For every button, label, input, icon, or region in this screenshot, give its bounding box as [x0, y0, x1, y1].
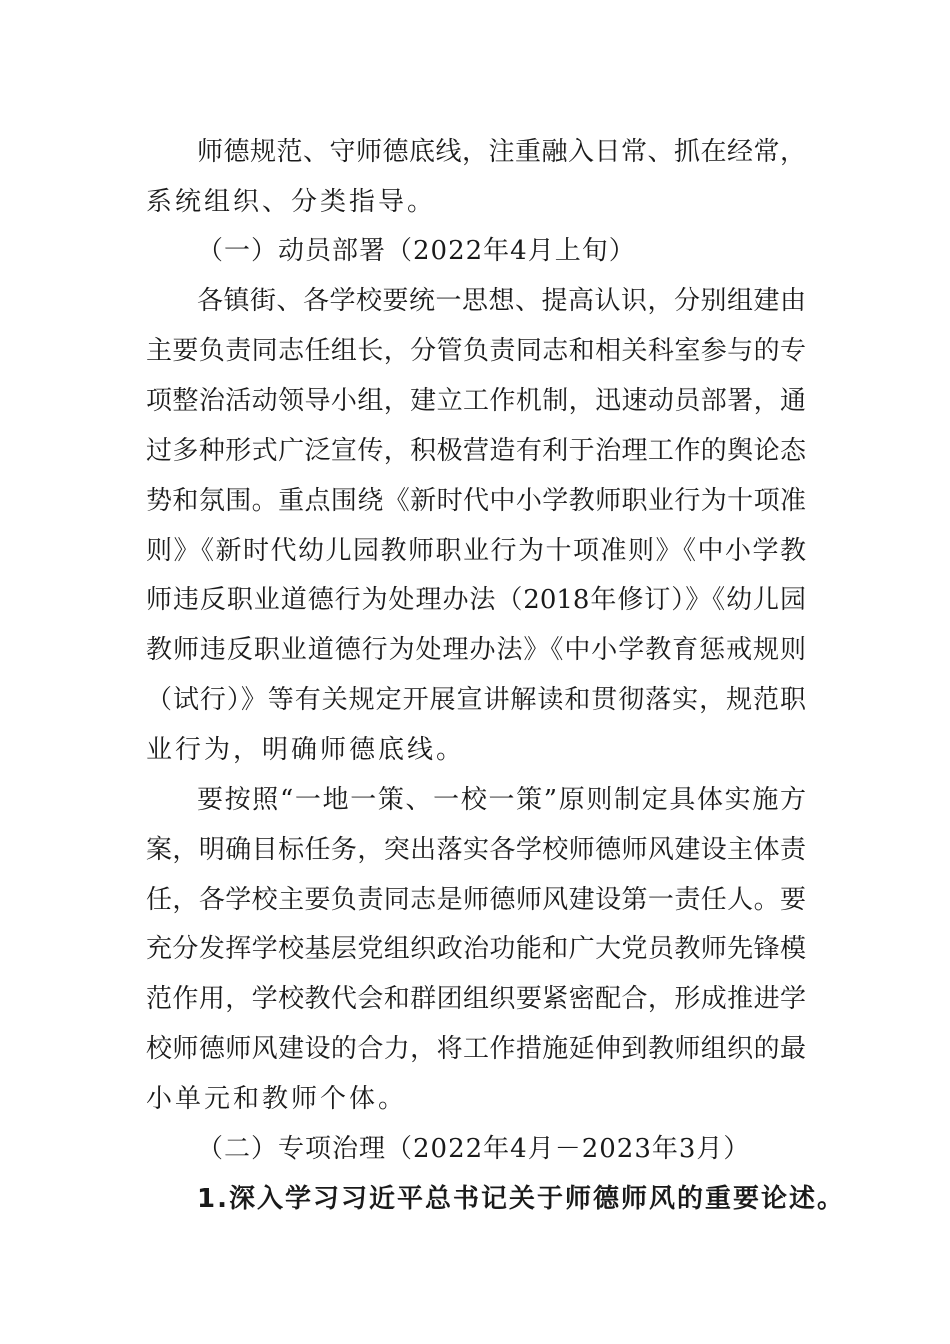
paragraph-line: 案，明确目标任务，突出落实各学校师德师风建设主体责 [146, 835, 806, 865]
paragraph-line: 各镇街、各学校要统一思想、提高认识，分别组建由 [197, 286, 806, 316]
paragraph-line: 业行为，明确师德底线。 [146, 735, 466, 765]
paragraph-line: 教师违反职业道德行为处理办法》《中小学教育惩戒规则 [146, 635, 806, 665]
paragraph-line: 任，各学校主要负责同志是师德师风建设第一责任人。要 [146, 885, 806, 915]
bold-subheading: 1.深入学习习近平总书记关于师德师风的重要论述。 [197, 1184, 845, 1214]
paragraph-line: 势和氛围。重点围绕《新时代中小学教师职业行为十项准 [146, 486, 806, 516]
section-heading: （一）动员部署（2022年4月上旬） [197, 236, 636, 266]
paragraph-line: 要按照“一地一策、一校一策”原则制定具体实施方 [197, 785, 806, 815]
paragraph-line: 师违反职业道德行为处理办法（2018年修订）》《幼儿园 [146, 585, 806, 615]
paragraph-line: 校师德师风建设的合力，将工作措施延伸到教师组织的最 [146, 1034, 806, 1064]
paragraph-line: 范作用，学校教代会和群团组织要紧密配合，形成推进学 [146, 984, 806, 1014]
paragraph-line: 小单元和教师个体。 [146, 1084, 408, 1114]
paragraph-line: 则》《新时代幼儿园教师职业行为十项准则》《中小学教 [146, 536, 806, 566]
paragraph-line: 项整治活动领导小组，建立工作机制，迅速动员部署，通 [146, 386, 806, 416]
paragraph-line: 师德规范、守师德底线，注重融入日常、抓在经常， [197, 137, 806, 167]
paragraph-line: 系统组织、分类指导。 [146, 187, 437, 217]
paragraph-line: 过多种形式广泛宣传，积极营造有利于治理工作的舆论态 [146, 436, 806, 466]
paragraph-line: 充分发挥学校基层党组织政治功能和广大党员教师先锋模 [146, 934, 806, 964]
paragraph-line: （试行）》等有关规定开展宣讲解读和贯彻落实，规范职 [146, 685, 806, 715]
section-heading: （二）专项治理（2022年4月－2023年3月） [197, 1134, 751, 1164]
paragraph-line: 主要负责同志任组长，分管负责同志和相关科室参与的专 [146, 336, 806, 366]
